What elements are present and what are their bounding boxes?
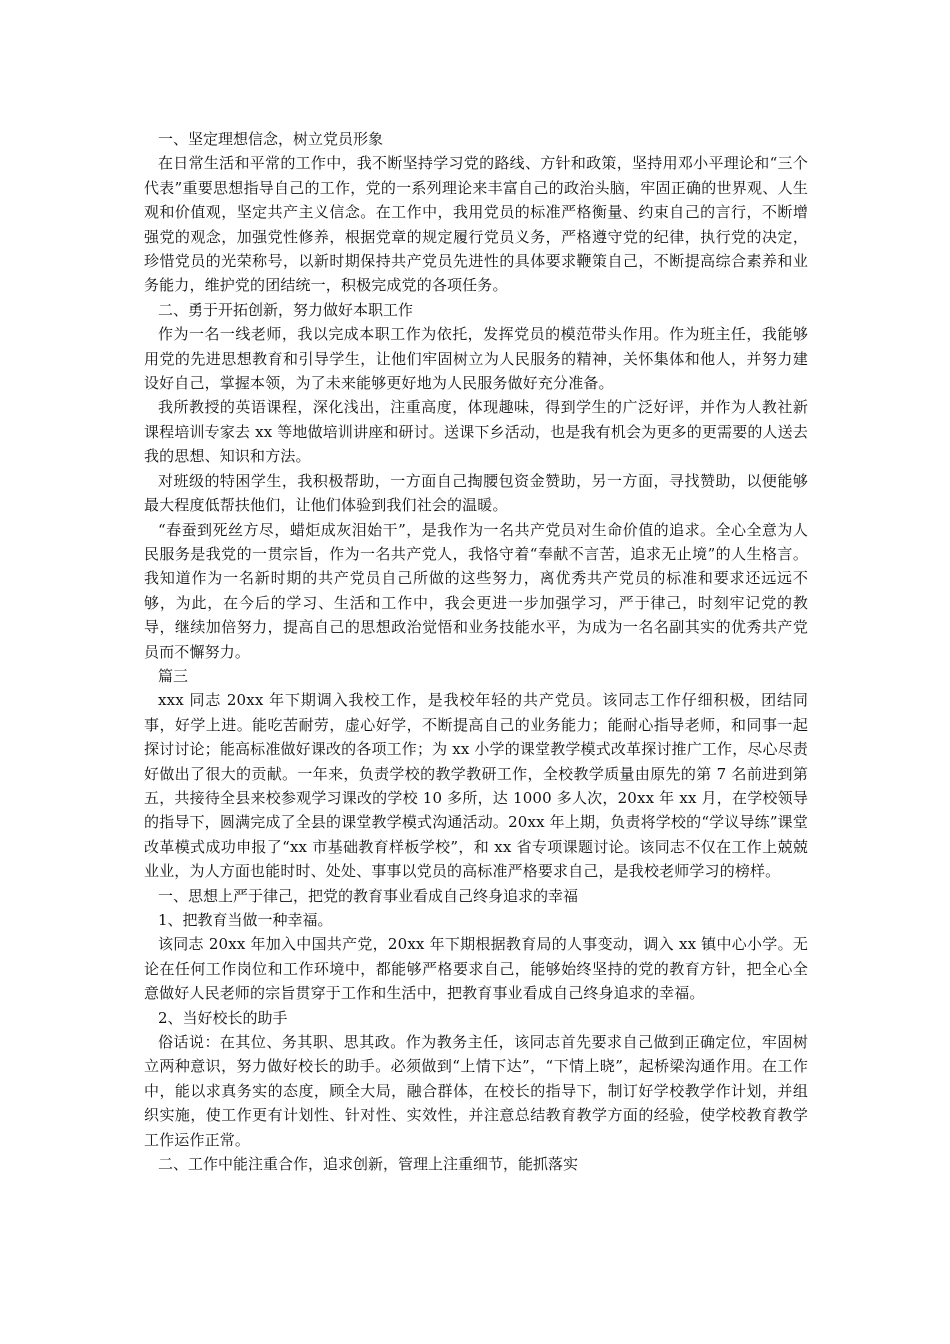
document-page <box>144 127 808 1176</box>
section-heading-self-discipline: 一、思想上严于律己，把党的教育事业看成自己终身追求的幸福 <box>158 886 579 905</box>
paragraph-life-motto: “春蚕到死丝方尽，蜡炬成灰泪始干”，是我作为一名共产党员对生命价值的追求。全心全意为人民服务是我党的一贯宗旨，作为一名共产党人，我恪守着“奉献不言苦，追求无止境”的人生格言。我知道作为一名新时期的共产党员自己所做的这些努力，离优秀共产党员的标准和要求还远远不够，为此，在今后的学习、生活和工作中，我会更进一步加强学习，严于律己，时刻牢记党的教导，继续加倍努力，提高自己的思想政治觉悟和业务技能水平，为成为一名名副其实的优秀共产党员而不懈努力。 <box>144 520 808 661</box>
paragraph-english-course: 我所教授的英语课程，深化浅出，注重高度，体现趣味，得到学生的广泛好评，并作为人教社新课程培训专家去 xx 等地做培训讲座和研讨。送课下乡活动，也是我有机会为更多的更需要的人送去我的思想、知识和方法。 <box>144 398 808 466</box>
section-heading-ideals: 一、坚定理想信念，树立党员形象 <box>158 130 384 148</box>
section-heading-cooperation: 二、工作中能注重合作，追求创新，管理上注重细节，能抓落实 <box>158 1155 579 1174</box>
section-heading-innovation: 二、勇于开拓创新，努力做好本职工作 <box>158 300 414 319</box>
paragraph-student-aid: 对班级的特困学生，我积极帮助，一方面自己掏腰包资金赞助，另一方面，寻找赞助，以便能够最大程度低帮扶他们，让他们体验到我们社会的温暖。 <box>144 471 808 515</box>
section-heading-part-three: 篇三 <box>158 666 189 685</box>
paragraph-ideals: 在日常生活和平常的工作中，我不断坚持学习党的路线、方针和政策，坚持用邓小平理论和“三个代表”重要思想指导自己的工作，党的一系列理论来丰富自己的政治头脑，牢固正确的世界观、人生观和价值观，坚定共产主义信念。在工作中，我用党员的标准严格衡量、约束自己的言行，不断增强党的观念，加强党性修养，根据党章的规定履行党员义务，严格遵守党的纪律，执行党的决定，珍惜党员的光荣称号，以新时期保持共产党员先进性的具体要求鞭策自己，不断提高综合素养和业务能力，维护党的团结统一，积极完成党的各项任务。 <box>144 154 808 295</box>
paragraph-teacher-role: 作为一名一线老师，我以完成本职工作为依托，发挥党员的模范带头作用。作为班主任，我能够用党的先进思想教育和引导学生，让他们牢固树立为人民服务的精神，关怀集体和他人，并努力建设好自己，掌握本领，为了未来能够更好地为人民服务做好充分准备。 <box>144 325 808 393</box>
subheading-education-happiness: 1、把教育当做一种幸福。 <box>158 911 333 929</box>
paragraph-assistant-duties: 俗话说：在其位、务其职、思其政。作为教务主任，该同志首先要求自己做到正确定位，牢固树立两种意识，努力做好校长的助手。必须做到“上情下达”，“下情上晓”，起桥梁沟通作用。在工作中，能以求真务实的态度，顾全大局，融合群体，在校长的指导下，制订好学校教学作计划，并组织实施，使工作更有计划性、针对性、实效性，并注意总结教育教学方面的经验，使学校教育教学工作运作正常。 <box>144 1033 808 1149</box>
subheading-principal-assistant: 2、当好校长的助手 <box>158 1008 288 1027</box>
paragraph-comrade-intro: xxx 同志 20xx 年下期调入我校工作，是我校年轻的共产党员。该同志工作仔细积极，团结同事，好学上进。能吃苦耐劳，虚心好学，不断提高自己的业务能力；能耐心指导老师，和同事一起探讨讨论；能高标准做好课改的各项工作；为 xx 小学的课堂教学模式改革探讨推广工作，尽心尽责好做出了很大的贡献。一年来，负责学校的教学教研工作，全校教学质量由原先的第 7 名前进到第五，共接待全县来校参观学习课改的学校 10 多所，达 1000 多人次，20xx 年 xx 月，在学校领导的指导下，圆满完成了全县的课堂教学模式沟通活动。20xx 年上期，负责将学校的“学议导练”课堂改革模式成功申报了“xx 市基础教育样板学校”，和 xx 省专项课题讨论。该同志不仅在工作上兢兢业业，为人方面也能时时、处处、事事以党员的高标准严格要求自己，是我校老师学习的榜样。 <box>144 691 808 881</box>
paragraph-party-joining: 该同志 20xx 年加入中国共产党，20xx 年下期根据教育局的人事变动，调入 xx 镇中心小学。无论在任何工作岗位和工作环境中，都能够严格要求自己，能够始终坚持的党的教育方针，把全心全意做好人民老师的宗旨贯穿于工作和生活中，把教育事业看成自己终身追求的幸福。 <box>144 935 808 1003</box>
